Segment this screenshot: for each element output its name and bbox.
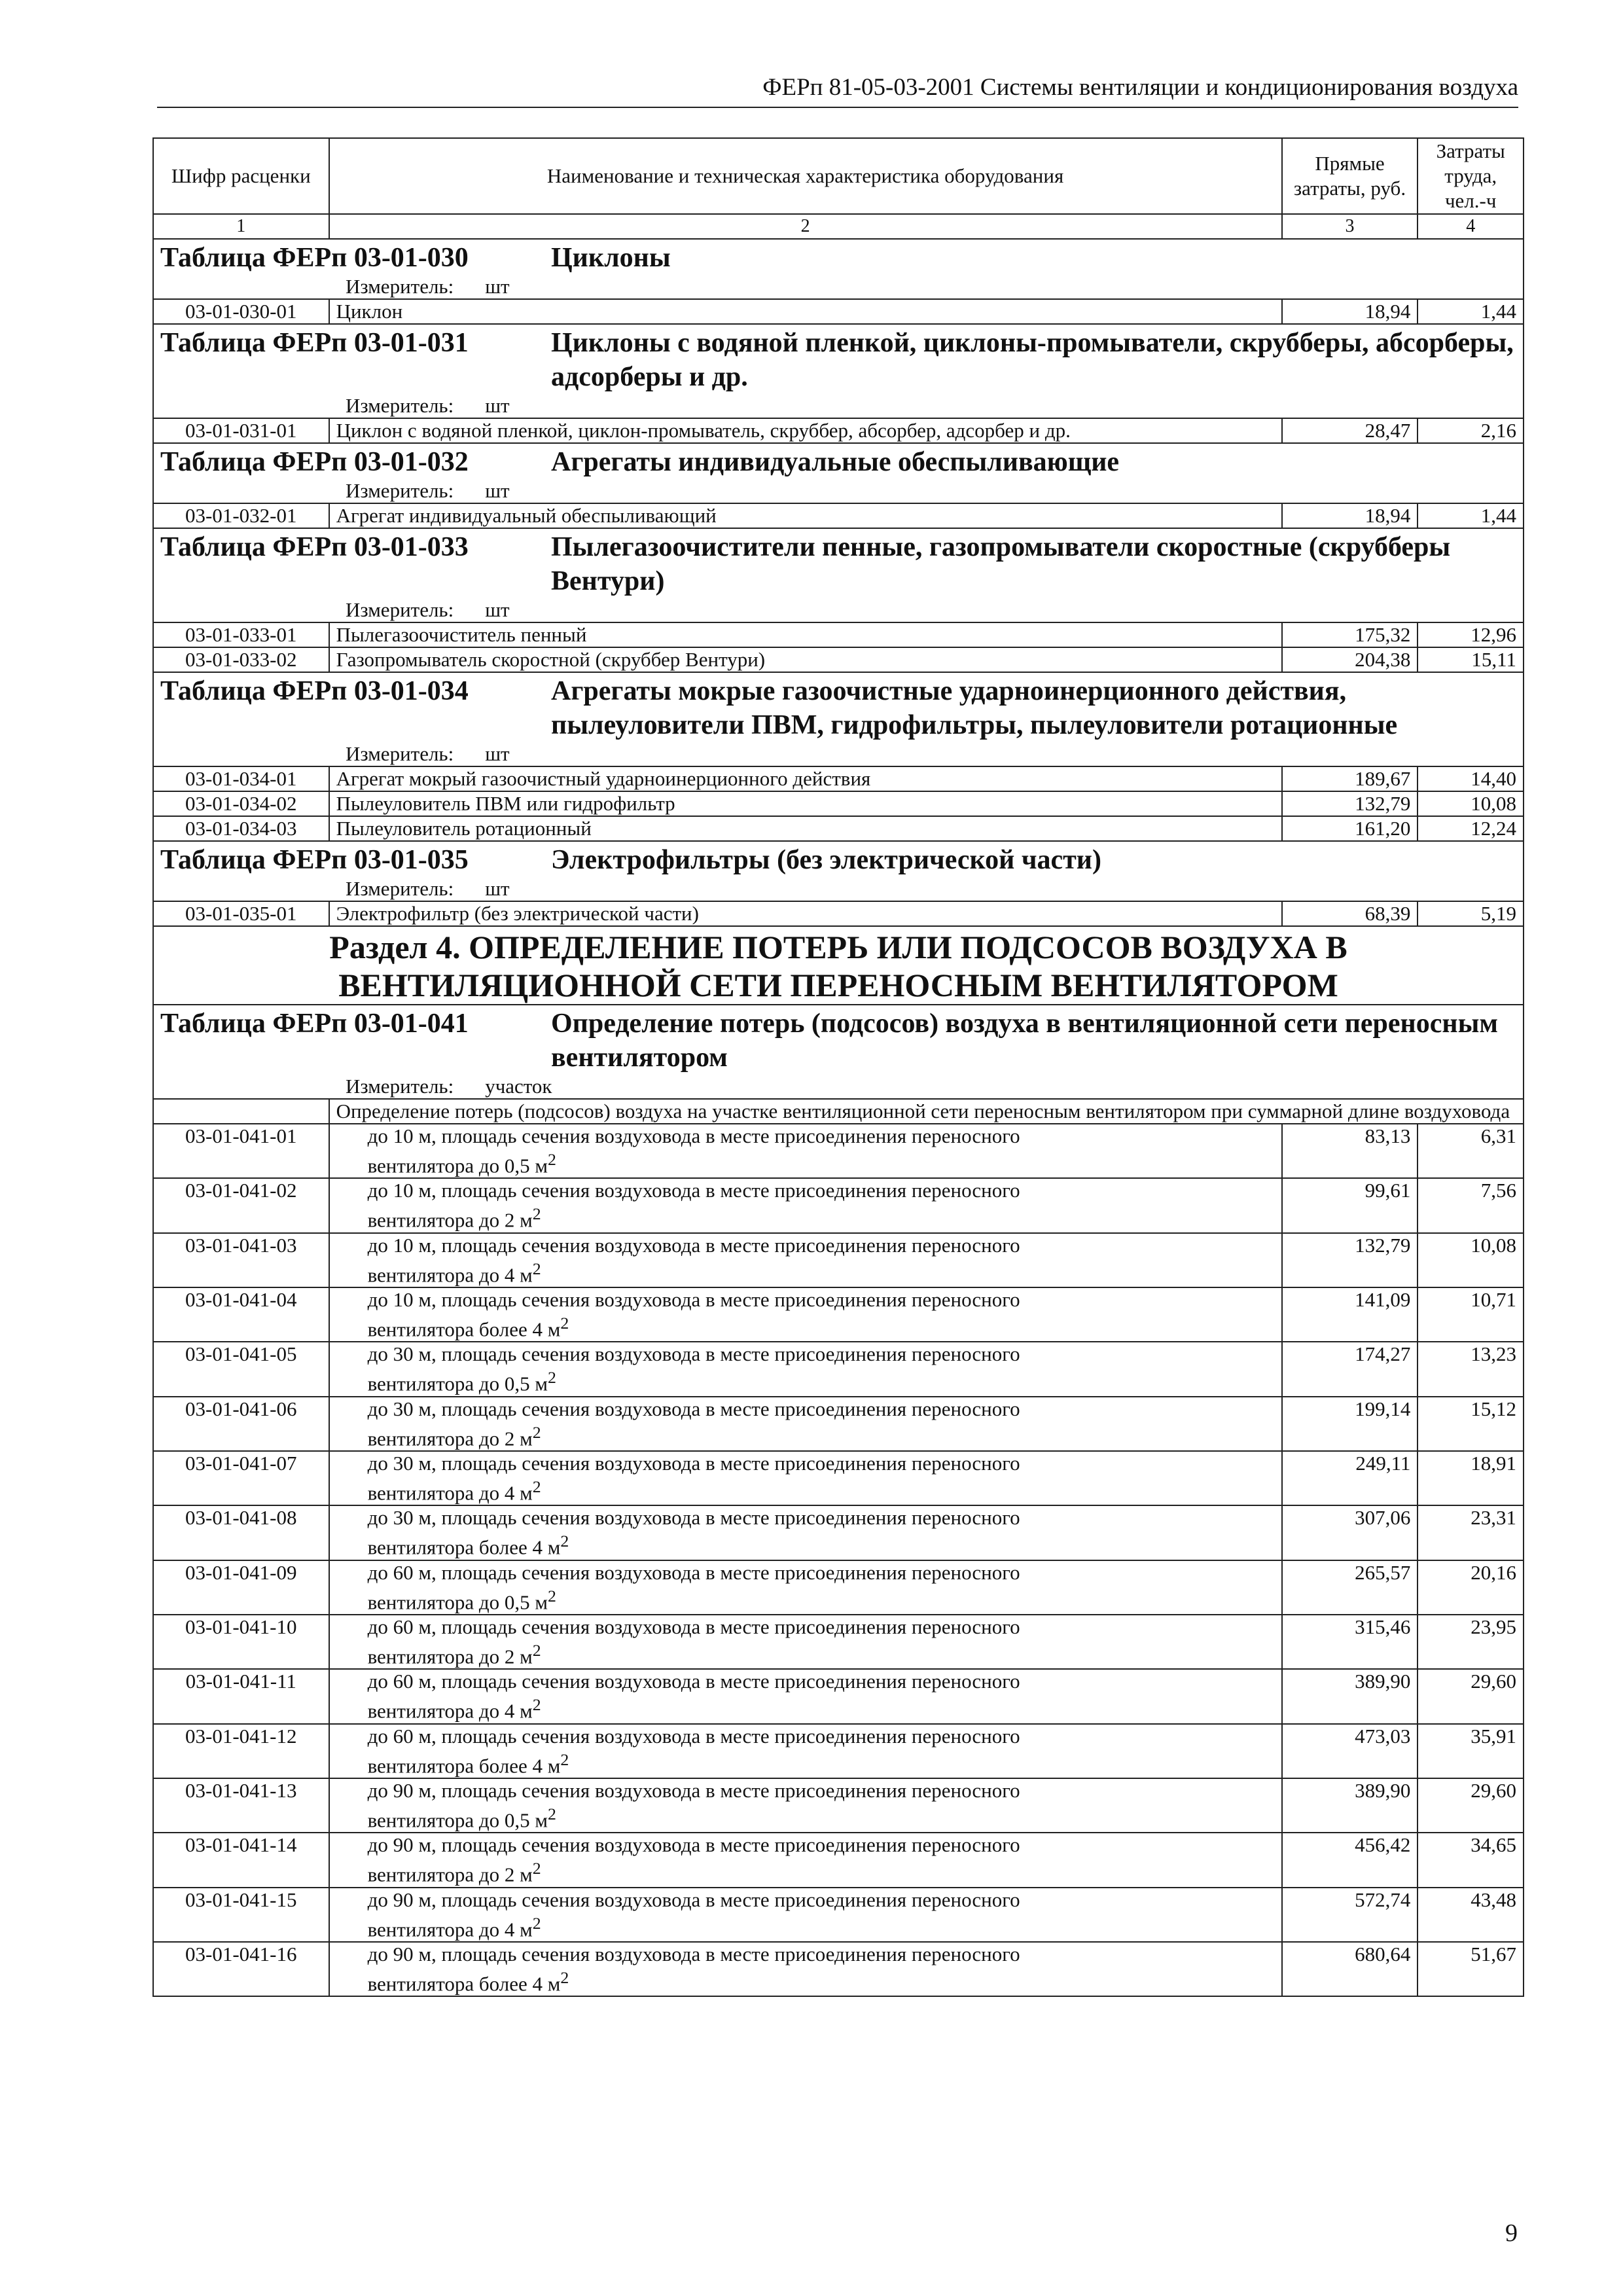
rate-code: 03-01-041-06 <box>153 1397 329 1451</box>
description-line: до 90 м, площадь сечения воздуховода в месте присоединения переносного <box>367 1778 1020 1802</box>
labor-value: 15,12 <box>1418 1397 1524 1451</box>
rate-code: 03-01-033-02 <box>153 647 329 672</box>
description-text: вентилятора до 4 м <box>367 1699 533 1723</box>
table-title-row <box>153 528 1524 622</box>
table-row <box>153 1560 1524 1615</box>
meter-label: Измеритель: <box>346 877 454 900</box>
description-line <box>368 1857 1275 1886</box>
meter-label: Измеритель: <box>346 1075 454 1098</box>
table-row <box>153 1724 1524 1778</box>
direct-costs-value: 161,20 <box>1282 816 1418 841</box>
table-name: Циклоны <box>551 243 671 273</box>
direct-costs-value: 68,39 <box>1282 901 1418 926</box>
labor-value: 29,60 <box>1418 1778 1524 1833</box>
direct-costs-value: 174,27 <box>1282 1342 1418 1396</box>
table-row <box>153 503 1524 528</box>
description-line: до 10 м, площадь сечения воздуховода в месте присоединения переносного <box>367 1233 1020 1257</box>
area-unit-exponent: 2 <box>548 1586 556 1605</box>
direct-costs-value: 249,11 <box>1282 1451 1418 1505</box>
direct-costs-value: 132,79 <box>1282 1233 1418 1287</box>
meter-label: Измеритель: <box>346 479 454 502</box>
column-number: 1 <box>153 214 329 239</box>
rate-code: 03-01-041-09 <box>153 1560 329 1615</box>
description-text: вентилятора до 0,5 м <box>367 1154 548 1177</box>
description-line: до 30 м, площадь сечения воздуховода в месте присоединения переносного <box>367 1451 1020 1475</box>
equipment-name <box>329 1560 1282 1615</box>
area-unit-exponent: 2 <box>532 1477 541 1496</box>
description-text: вентилятора более 4 м <box>367 1318 561 1341</box>
equipment-name <box>329 1724 1282 1778</box>
direct-costs-value: 389,90 <box>1282 1669 1418 1723</box>
labor-value: 43,48 <box>1418 1888 1524 1942</box>
area-unit-exponent: 2 <box>532 1859 541 1878</box>
description-line: до 10 м, площадь сечения воздуховода в месте присоединения переносного <box>367 1124 1020 1147</box>
meter-line <box>160 275 1516 298</box>
table-title-cell <box>153 324 1524 418</box>
empty-cell <box>153 1099 329 1124</box>
equipment-name <box>329 1833 1282 1887</box>
description-text: вентилятора до 2 м <box>367 1208 533 1232</box>
table-row <box>153 299 1524 324</box>
table-name: Пылегазоочистители пенные, газопромыватели скоростные (скрубберы Вентури) <box>551 532 1451 596</box>
description-text: вентилятора до 0,5 м <box>367 1808 548 1832</box>
description-line: до 10 м, площадь сечения воздуховода в месте присоединения переносного <box>367 1287 1020 1311</box>
table-title-row <box>153 1005 1524 1099</box>
meter-unit: шт <box>485 877 510 900</box>
description-line <box>368 1803 1275 1832</box>
direct-costs-value: 456,42 <box>1282 1833 1418 1887</box>
equipment-name <box>329 1124 1282 1178</box>
table-code: Таблица ФЕРп 03-01-033 <box>160 532 469 562</box>
note-row <box>153 1099 1524 1124</box>
table-row <box>153 1451 1524 1505</box>
equipment-name <box>329 1505 1282 1560</box>
table-row <box>153 766 1524 791</box>
labor-value: 12,24 <box>1418 816 1524 841</box>
column-number-row <box>153 214 1524 239</box>
equipment-name: Пылеуловитель ротационный <box>329 816 1282 841</box>
area-unit-exponent: 2 <box>532 1695 541 1715</box>
table-code: Таблица ФЕРп 03-01-031 <box>160 328 469 358</box>
equipment-name <box>329 1942 1282 1996</box>
meter-line <box>160 877 1516 901</box>
table-row <box>153 791 1524 816</box>
table-code: Таблица ФЕРп 03-01-041 <box>160 1009 469 1039</box>
table-title-row <box>153 672 1524 766</box>
rate-code: 03-01-041-04 <box>153 1287 329 1342</box>
table-row <box>153 1397 1524 1451</box>
area-unit-exponent: 2 <box>548 1804 556 1823</box>
labor-value: 20,16 <box>1418 1560 1524 1615</box>
labor-value: 13,23 <box>1418 1342 1524 1396</box>
rate-code: 03-01-041-16 <box>153 1942 329 1996</box>
description-text: вентилятора до 4 м <box>367 1917 533 1941</box>
description-text: вентилятора до 0,5 м <box>367 1590 548 1613</box>
description-line <box>368 1148 1275 1177</box>
area-unit-exponent: 2 <box>532 1259 541 1278</box>
rate-code: 03-01-041-07 <box>153 1451 329 1505</box>
rate-code: 03-01-035-01 <box>153 901 329 926</box>
description-text: вентилятора более 4 м <box>367 1535 561 1559</box>
rate-code: 03-01-030-01 <box>153 299 329 324</box>
table-row <box>153 1615 1524 1669</box>
equipment-name: Пылегазоочиститель пенный <box>329 622 1282 647</box>
area-unit-exponent: 2 <box>532 1913 541 1933</box>
labor-value: 10,08 <box>1418 791 1524 816</box>
equipment-name <box>329 1287 1282 1342</box>
labor-value: 18,91 <box>1418 1451 1524 1505</box>
area-unit-exponent: 2 <box>532 1204 541 1224</box>
rate-code: 03-01-041-08 <box>153 1505 329 1560</box>
labor-value: 34,65 <box>1418 1833 1524 1887</box>
description-line: до 60 м, площадь сечения воздуховода в месте присоединения переносного <box>367 1670 1020 1693</box>
table-name: Агрегаты индивидуальные обеспыливающие <box>551 447 1120 477</box>
table-title <box>160 674 1516 742</box>
labor-value: 12,96 <box>1418 622 1524 647</box>
meter-unit: шт <box>485 598 510 621</box>
labor-value: 6,31 <box>1418 1124 1524 1178</box>
meter-unit: шт <box>485 742 510 765</box>
table-code: Таблица ФЕРп 03-01-034 <box>160 676 469 706</box>
equipment-name <box>329 1342 1282 1396</box>
equipment-name: Электрофильтр (без электрической части) <box>329 901 1282 926</box>
table-row <box>153 1888 1524 1942</box>
description-line <box>368 1693 1275 1723</box>
table-title <box>160 241 1516 275</box>
direct-costs-value: 307,06 <box>1282 1505 1418 1560</box>
equipment-name <box>329 1178 1282 1232</box>
table-row <box>153 1833 1524 1887</box>
rate-code: 03-01-034-03 <box>153 816 329 841</box>
labor-value: 29,60 <box>1418 1669 1524 1723</box>
column-header-labor: Затраты труда, чел.-ч <box>1418 138 1524 214</box>
direct-costs-value: 265,57 <box>1282 1560 1418 1615</box>
rate-code: 03-01-034-02 <box>153 791 329 816</box>
table-row <box>153 622 1524 647</box>
table-title <box>160 445 1516 479</box>
description-line: до 90 м, площадь сечения воздуховода в месте присоединения переносного <box>367 1942 1020 1965</box>
rate-code: 03-01-041-15 <box>153 1888 329 1942</box>
rate-code: 03-01-041-02 <box>153 1178 329 1232</box>
rate-code: 03-01-041-12 <box>153 1724 329 1778</box>
description-line: до 10 м, площадь сечения воздуховода в месте присоединения переносного <box>367 1179 1020 1202</box>
rate-code: 03-01-041-10 <box>153 1615 329 1669</box>
description-text: вентилятора до 0,5 м <box>367 1372 548 1395</box>
meter-unit: шт <box>485 275 510 298</box>
section-cell <box>153 926 1524 1005</box>
description-text: вентилятора до 2 м <box>367 1645 533 1668</box>
description-line: до 60 м, площадь сечения воздуховода в месте присоединения переносного <box>367 1615 1020 1638</box>
equipment-name <box>329 1888 1282 1942</box>
direct-costs-value: 18,94 <box>1282 503 1418 528</box>
table-row <box>153 1287 1524 1342</box>
labor-value: 2,16 <box>1418 418 1524 443</box>
rate-code: 03-01-041-11 <box>153 1669 329 1723</box>
area-unit-exponent: 2 <box>560 1749 569 1769</box>
direct-costs-value: 199,14 <box>1282 1397 1418 1451</box>
table-title-cell <box>153 672 1524 766</box>
table-name: Циклоны с водяной пленкой, циклоны-промыватели, скрубберы, абсорберы, адсорберы и др. <box>551 328 1514 392</box>
description-text: вентилятора до 2 м <box>367 1863 533 1886</box>
description-line <box>368 1421 1275 1450</box>
meter-line <box>160 742 1516 766</box>
table-title-cell <box>153 841 1524 901</box>
price-table <box>152 137 1524 1997</box>
table-title-cell <box>153 239 1524 299</box>
direct-costs-value: 175,32 <box>1282 622 1418 647</box>
description-text: вентилятора до 4 м <box>367 1263 533 1286</box>
description-line <box>368 1312 1275 1341</box>
description-line <box>368 1748 1275 1778</box>
direct-costs-value: 18,94 <box>1282 299 1418 324</box>
meter-line <box>160 1075 1516 1098</box>
description-line: до 30 м, площадь сечения воздуховода в месте присоединения переносного <box>367 1342 1020 1366</box>
direct-costs-value: 189,67 <box>1282 766 1418 791</box>
rate-code: 03-01-033-01 <box>153 622 329 647</box>
table-title-cell <box>153 443 1524 503</box>
direct-costs-value: 315,46 <box>1282 1615 1418 1669</box>
description-line <box>368 1585 1275 1614</box>
equipment-name: Пылеуловитель ПВМ или гидрофильтр <box>329 791 1282 816</box>
page-header: ФЕРп 81-05-03-2001 Системы вентиляции и кондиционирования воздуха <box>762 74 1518 101</box>
area-unit-exponent: 2 <box>560 1313 569 1333</box>
table-row <box>153 1233 1524 1287</box>
description-line: до 90 м, площадь сечения воздуховода в месте присоединения переносного <box>367 1833 1020 1857</box>
description-text: вентилятора более 4 м <box>367 1753 561 1777</box>
area-unit-exponent: 2 <box>532 1640 541 1660</box>
column-header-row <box>153 138 1524 214</box>
column-number: 4 <box>1418 214 1524 239</box>
table-note: Определение потерь (подсосов) воздуха на участке вентиляционной сети переносным вентилятором при суммарной длине воздуховода <box>336 1100 1510 1122</box>
column-header-direct-costs: Прямые затраты, руб. <box>1282 138 1418 214</box>
table-row <box>153 1669 1524 1723</box>
direct-costs-value: 680,64 <box>1282 1942 1418 1996</box>
column-number: 2 <box>329 214 1282 239</box>
description-line <box>368 1366 1275 1395</box>
meter-unit: участок <box>485 1075 552 1098</box>
equipment-name <box>329 1669 1282 1723</box>
table-row <box>153 647 1524 672</box>
description-line <box>368 1475 1275 1505</box>
table-title-cell <box>153 1005 1524 1099</box>
equipment-name: Циклон с водяной пленкой, циклон-промыватель, скруббер, абсорбер, адсорбер и др. <box>329 418 1282 443</box>
table-name: Агрегаты мокрые газоочистные ударноинерционного действия, пылеуловители ПВМ, гидрофильтры, пылеуловители ротационные <box>551 676 1398 740</box>
labor-value: 15,11 <box>1418 647 1524 672</box>
direct-costs-value: 473,03 <box>1282 1724 1418 1778</box>
labor-value: 10,71 <box>1418 1287 1524 1342</box>
meter-label: Измеритель: <box>346 394 454 417</box>
description-line: до 90 м, площадь сечения воздуховода в месте присоединения переносного <box>367 1888 1020 1911</box>
labor-value: 1,44 <box>1418 299 1524 324</box>
equipment-name <box>329 1615 1282 1669</box>
description-line <box>368 1257 1275 1287</box>
rate-code: 03-01-034-01 <box>153 766 329 791</box>
equipment-name: Циклон <box>329 299 1282 324</box>
header-rule <box>157 107 1518 108</box>
labor-value: 10,08 <box>1418 1233 1524 1287</box>
labor-value: 23,31 <box>1418 1505 1524 1560</box>
column-number: 3 <box>1282 214 1418 239</box>
description-line: до 30 м, площадь сечения воздуховода в месте присоединения переносного <box>367 1506 1020 1530</box>
rate-code: 03-01-041-01 <box>153 1124 329 1178</box>
table-title <box>160 530 1516 598</box>
labor-value: 7,56 <box>1418 1178 1524 1232</box>
equipment-name: Агрегат мокрый газоочистный ударноинерционного действия <box>329 766 1282 791</box>
table-row <box>153 1942 1524 1996</box>
labor-value: 1,44 <box>1418 503 1524 528</box>
description-text: вентилятора более 4 м <box>367 1972 561 1996</box>
table-row <box>153 1342 1524 1396</box>
direct-costs-value: 28,47 <box>1282 418 1418 443</box>
meter-line <box>160 479 1516 503</box>
table-title <box>160 1007 1516 1075</box>
table-title-row <box>153 841 1524 901</box>
note-cell <box>329 1099 1524 1124</box>
meter-line <box>160 394 1516 418</box>
rate-code: 03-01-032-01 <box>153 503 329 528</box>
table-row <box>153 816 1524 841</box>
labor-value: 35,91 <box>1418 1724 1524 1778</box>
direct-costs-value: 204,38 <box>1282 647 1418 672</box>
table-row <box>153 1778 1524 1833</box>
rate-code: 03-01-041-03 <box>153 1233 329 1287</box>
table-title-cell <box>153 528 1524 622</box>
meter-unit: шт <box>485 479 510 502</box>
section-row <box>153 926 1524 1005</box>
area-unit-exponent: 2 <box>548 1368 556 1388</box>
area-unit-exponent: 2 <box>560 1967 569 1987</box>
table-title-row <box>153 239 1524 299</box>
labor-value: 5,19 <box>1418 901 1524 926</box>
labor-value: 23,95 <box>1418 1615 1524 1669</box>
description-line: до 30 м, площадь сечения воздуховода в месте присоединения переносного <box>367 1397 1020 1420</box>
description-line: до 60 м, площадь сечения воздуховода в месте присоединения переносного <box>367 1724 1020 1748</box>
table-code: Таблица ФЕРп 03-01-030 <box>160 243 469 273</box>
table-title-row <box>153 443 1524 503</box>
table-row <box>153 901 1524 926</box>
table-row <box>153 1178 1524 1232</box>
meter-label: Измеритель: <box>346 598 454 621</box>
direct-costs-value: 99,61 <box>1282 1178 1418 1232</box>
table-body <box>153 239 1524 1996</box>
equipment-name: Агрегат индивидуальный обеспыливающий <box>329 503 1282 528</box>
direct-costs-value: 572,74 <box>1282 1888 1418 1942</box>
table-row <box>153 1505 1524 1560</box>
meter-unit: шт <box>485 394 510 417</box>
description-line <box>368 1966 1275 1996</box>
description-line <box>368 1202 1275 1232</box>
meter-line <box>160 598 1516 622</box>
table-title <box>160 326 1516 394</box>
description-text: вентилятора до 2 м <box>367 1426 533 1450</box>
description-line <box>368 1912 1275 1941</box>
area-unit-exponent: 2 <box>548 1150 556 1169</box>
rate-code: 03-01-041-13 <box>153 1778 329 1833</box>
labor-value: 51,67 <box>1418 1942 1524 1996</box>
rate-code: 03-01-041-14 <box>153 1833 329 1887</box>
column-header-code: Шифр расценки <box>153 138 329 214</box>
direct-costs-value: 141,09 <box>1282 1287 1418 1342</box>
area-unit-exponent: 2 <box>560 1532 569 1551</box>
section-title: Раздел 4. ОПРЕДЕЛЕНИЕ ПОТЕРЬ ИЛИ ПОДСОСОВ ВОЗДУХА В ВЕНТИЛЯЦИОННОЙ СЕТИ ПЕРЕНОСНЫМ ВЕНТИЛЯТОРОМ <box>329 929 1347 1003</box>
direct-costs-value: 389,90 <box>1282 1778 1418 1833</box>
table-code: Таблица ФЕРп 03-01-032 <box>160 447 469 477</box>
table-code: Таблица ФЕРп 03-01-035 <box>160 845 469 875</box>
table-name: Определение потерь (подсосов) воздуха в вентиляционной сети переносным вентилятором <box>551 1009 1498 1073</box>
description-text: вентилятора до 4 м <box>367 1481 533 1505</box>
equipment-name <box>329 1397 1282 1451</box>
table-row <box>153 1124 1524 1178</box>
equipment-name <box>329 1451 1282 1505</box>
description-line: до 60 м, площадь сечения воздуховода в месте присоединения переносного <box>367 1560 1020 1584</box>
table-title <box>160 843 1516 877</box>
direct-costs-value: 83,13 <box>1282 1124 1418 1178</box>
equipment-name <box>329 1233 1282 1287</box>
description-line <box>368 1639 1275 1668</box>
equipment-name <box>329 1778 1282 1833</box>
labor-value: 14,40 <box>1418 766 1524 791</box>
direct-costs-value: 132,79 <box>1282 791 1418 816</box>
equipment-name: Газопромыватель скоростной (скруббер Вентури) <box>329 647 1282 672</box>
meter-label: Измеритель: <box>346 742 454 765</box>
table-title-row <box>153 324 1524 418</box>
rate-code: 03-01-031-01 <box>153 418 329 443</box>
rate-code: 03-01-041-05 <box>153 1342 329 1396</box>
column-header-name: Наименование и техническая характеристика оборудования <box>329 138 1282 214</box>
meter-label: Измеритель: <box>346 275 454 298</box>
area-unit-exponent: 2 <box>532 1422 541 1442</box>
page-number: 9 <box>1505 2219 1518 2247</box>
table-row <box>153 418 1524 443</box>
table-name: Электрофильтры (без электрической части) <box>551 845 1101 875</box>
description-line <box>368 1530 1275 1559</box>
